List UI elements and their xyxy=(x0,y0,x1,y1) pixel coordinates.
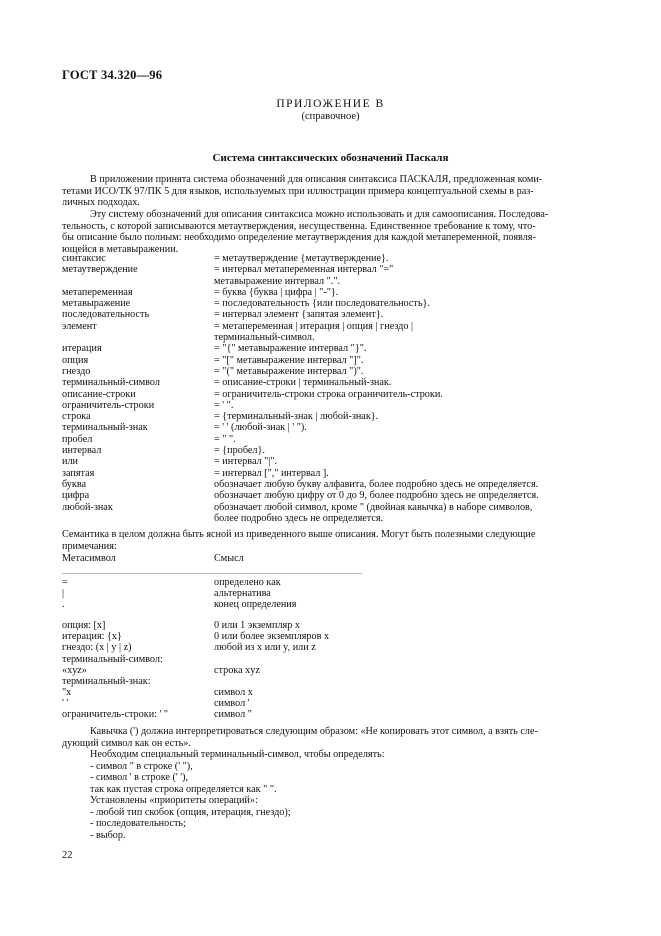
grammar-row xyxy=(62,502,602,525)
grammar-term: метапеременная xyxy=(62,286,133,298)
meta-row xyxy=(62,709,602,720)
grammar-row xyxy=(62,309,602,320)
standard-header: ГОСТ 34.320—96 xyxy=(62,68,163,82)
grammar-term: пробел xyxy=(62,433,93,445)
text-line: дующий символ как он есть». xyxy=(62,737,191,749)
semantics-note xyxy=(62,529,602,552)
grammar-term: или xyxy=(62,456,78,468)
grammar-row xyxy=(62,411,602,422)
grammar-row xyxy=(62,434,602,445)
grammar-row xyxy=(62,389,602,400)
text-line: В приложении принята система обозначений для описания синтаксиса ПАСКАЛЯ, предложенная коми- xyxy=(90,174,543,185)
meta-col-header: Метасимвол xyxy=(62,553,116,564)
meta-meaning: символ x xyxy=(214,686,253,698)
grammar-def: = метаутверждение {метаутверждение}. xyxy=(214,253,389,264)
meta-meaning: определено как xyxy=(214,577,281,588)
grammar-row xyxy=(62,355,602,366)
grammar-def: = интервал "|". xyxy=(214,456,278,468)
grammar-def: = "[" метавыражение интервал "]". xyxy=(214,354,364,366)
meta-meaning: символ ' xyxy=(214,697,250,709)
meta-row xyxy=(62,599,602,610)
grammar-def: = ' ' (любой-знак | ' "). xyxy=(214,422,307,434)
meta-meaning: любой из x или y, или z xyxy=(214,642,316,654)
grammar-row xyxy=(62,321,602,344)
meta-row xyxy=(62,577,602,588)
grammar-row xyxy=(62,400,602,411)
text-line: тетами ИСО/ТК 97/ПК 5 для языков, используемых при иллюстрации примера концептуальной схемы в раз- xyxy=(62,185,534,197)
grammar-term: синтаксис xyxy=(62,253,106,264)
appendix-subtitle: (справочное) xyxy=(301,111,360,122)
grammar-def: = интервал ["," интервал ]. xyxy=(214,467,329,479)
closing-text xyxy=(62,726,598,841)
text-line: Эту систему обозначений для описания синтаксиса можно использовать и для самоописания. Последова- xyxy=(90,209,549,220)
grammar-row xyxy=(62,456,602,467)
page-number: 22 xyxy=(62,850,73,861)
meta-meaning: 0 или более экземпляров x xyxy=(214,631,330,643)
text-line: примечания: xyxy=(62,540,117,552)
grammar-def: = последовательность {или последовательность}. xyxy=(214,298,430,310)
grammar-row xyxy=(62,264,602,287)
grammar-row xyxy=(62,468,602,479)
grammar-term: итерация xyxy=(62,343,102,355)
text-line: Кавычка (') должна интерпретироваться следующим образом: «Не копировать этот символ, а взять сле- xyxy=(90,726,538,737)
intro-paragraph-2 xyxy=(62,209,598,255)
list-item: - символ " в строке (' "), xyxy=(90,760,193,772)
grammar-row xyxy=(62,298,602,309)
meta-meaning: альтернатива xyxy=(214,588,271,600)
meta-symbol: итерация: {x} xyxy=(62,631,122,643)
text-line: личных подходах. xyxy=(62,197,140,209)
meta-row xyxy=(62,631,602,642)
grammar-def: = {пробел}. xyxy=(214,445,265,457)
meta-row xyxy=(62,654,602,665)
meta-row xyxy=(62,642,602,653)
meta-meaning: 0 или 1 экземпляр x xyxy=(214,620,300,632)
grammar-term: последовательность xyxy=(62,309,150,321)
meta-meaning: символ " xyxy=(214,709,252,721)
grammar-row xyxy=(62,377,602,388)
meta-symbol: гнездо: (x | y | z) xyxy=(62,642,132,654)
meta-row xyxy=(62,676,602,687)
meta-symbol: терминальный-символ: xyxy=(62,653,163,665)
grammar-def: = интервал метапеременная интервал "=" метавыражение интервал ".". xyxy=(214,264,394,287)
grammar-term: терминальный-символ xyxy=(62,377,160,389)
meta-symbol: ограничитель-строки: ' " xyxy=(62,709,169,721)
meta-symbol: «xyz» xyxy=(62,664,87,676)
grammar-def: = метапеременная | итерация | опция | гнездо | терминальный-символ. xyxy=(214,320,414,344)
grammar-row xyxy=(62,479,602,490)
text-line: тельность, с которой записываются метаутверждения, несущественна. Единственное требование к тому, что- xyxy=(62,220,536,232)
grammar-definitions xyxy=(62,253,602,524)
meta-meaning: строка xyz xyxy=(214,664,260,676)
text-line: бы описание было полным: необходимо определение метаутверждения для каждой метапеременной, появля- xyxy=(62,232,536,244)
grammar-term: интервал xyxy=(62,445,102,457)
meta-col-header: Смысл xyxy=(214,553,244,564)
meta-symbol: . xyxy=(62,599,65,611)
meta-symbol: терминальный-знак: xyxy=(62,675,151,687)
grammar-def: = "(" метавыражение интервал ")". xyxy=(214,365,364,377)
grammar-term: терминальный-знак xyxy=(62,422,148,434)
grammar-def: = "{" метавыражение интервал "}". xyxy=(214,343,367,355)
list-item: - последовательность; xyxy=(90,818,186,829)
grammar-term: буква xyxy=(62,478,87,490)
meta-symbol: опция: [x] xyxy=(62,620,106,632)
grammar-term: элемент xyxy=(62,320,97,332)
grammar-row xyxy=(62,490,602,501)
grammar-row xyxy=(62,422,602,433)
text-line: ющейся в метавыражении. xyxy=(62,243,179,255)
grammar-term: описание-строки xyxy=(62,388,136,400)
grammar-term: ограничитель-строки xyxy=(62,399,155,411)
meta-row xyxy=(62,687,602,698)
grammar-term: опция xyxy=(62,354,89,366)
grammar-term: гнездо xyxy=(62,365,91,377)
grammar-def: обозначает любую цифру от 0 до 9, более подробно здесь не определяется. xyxy=(214,490,539,502)
section-title: Система синтаксических обозначений Паскаля xyxy=(212,152,449,164)
meta-row xyxy=(62,588,602,599)
text-line: Установлены «приоритеты операций»: xyxy=(90,795,258,806)
grammar-term: запятая xyxy=(62,467,95,479)
grammar-def: = ' ". xyxy=(214,399,234,411)
grammar-def: = описание-строки | терминальный-знак. xyxy=(214,377,392,389)
grammar-def: = буква {буква | цифра | "-"}. xyxy=(214,286,339,298)
list-item: - символ ' в строке (' '), xyxy=(90,772,189,783)
meta-table xyxy=(62,577,602,720)
grammar-term: метавыражение xyxy=(62,298,131,310)
grammar-row xyxy=(62,343,602,354)
spacer xyxy=(62,610,602,620)
meta-row xyxy=(62,665,602,676)
divider xyxy=(62,573,362,574)
meta-table-header xyxy=(62,553,602,564)
list-item: - любой тип скобок (опция, итерация, гнездо); xyxy=(90,806,291,818)
grammar-term: цифра xyxy=(62,490,90,502)
grammar-def: = ограничитель-строки строка ограничитель-строки. xyxy=(214,388,443,400)
grammar-row xyxy=(62,445,602,456)
grammar-def: = " ". xyxy=(214,433,236,445)
grammar-def: обозначает любой символ, кроме " (двойная кавычка) в наборе символов, более подробно здесь не определяется. xyxy=(214,501,533,524)
meta-symbol: "x xyxy=(62,686,72,698)
meta-row xyxy=(62,620,602,631)
grammar-term: метаутверждение xyxy=(62,264,138,276)
grammar-def: обозначает любую букву алфавита, более подробно здесь не определяется. xyxy=(214,478,539,490)
appendix-title: ПРИЛОЖЕНИЕ В xyxy=(276,98,385,110)
grammar-row xyxy=(62,366,602,377)
text-line: Необходим специальный терминальный-символ, чтобы определять: xyxy=(90,749,385,760)
grammar-def: = {терминальный-знак | любой-знак}. xyxy=(214,411,379,423)
grammar-row xyxy=(62,287,602,298)
meta-symbol: ' ' xyxy=(62,697,69,709)
list-item: - выбор. xyxy=(90,829,126,841)
grammar-def: = интервал элемент {запятая элемент}. xyxy=(214,309,384,321)
meta-meaning: конец определения xyxy=(214,599,297,611)
meta-symbol: | xyxy=(62,588,65,600)
list-item: так как пустая строка определяется как " ". xyxy=(90,783,277,795)
meta-row xyxy=(62,698,602,709)
grammar-row xyxy=(62,253,602,264)
intro-paragraph-1 xyxy=(62,174,598,209)
text-line: Семантика в целом должна быть ясной из приведенного выше описания. Могут быть полезными следующие xyxy=(62,529,536,540)
grammar-term: строка xyxy=(62,411,91,423)
meta-symbol: = xyxy=(62,577,68,588)
grammar-term: любой-знак xyxy=(62,501,113,513)
